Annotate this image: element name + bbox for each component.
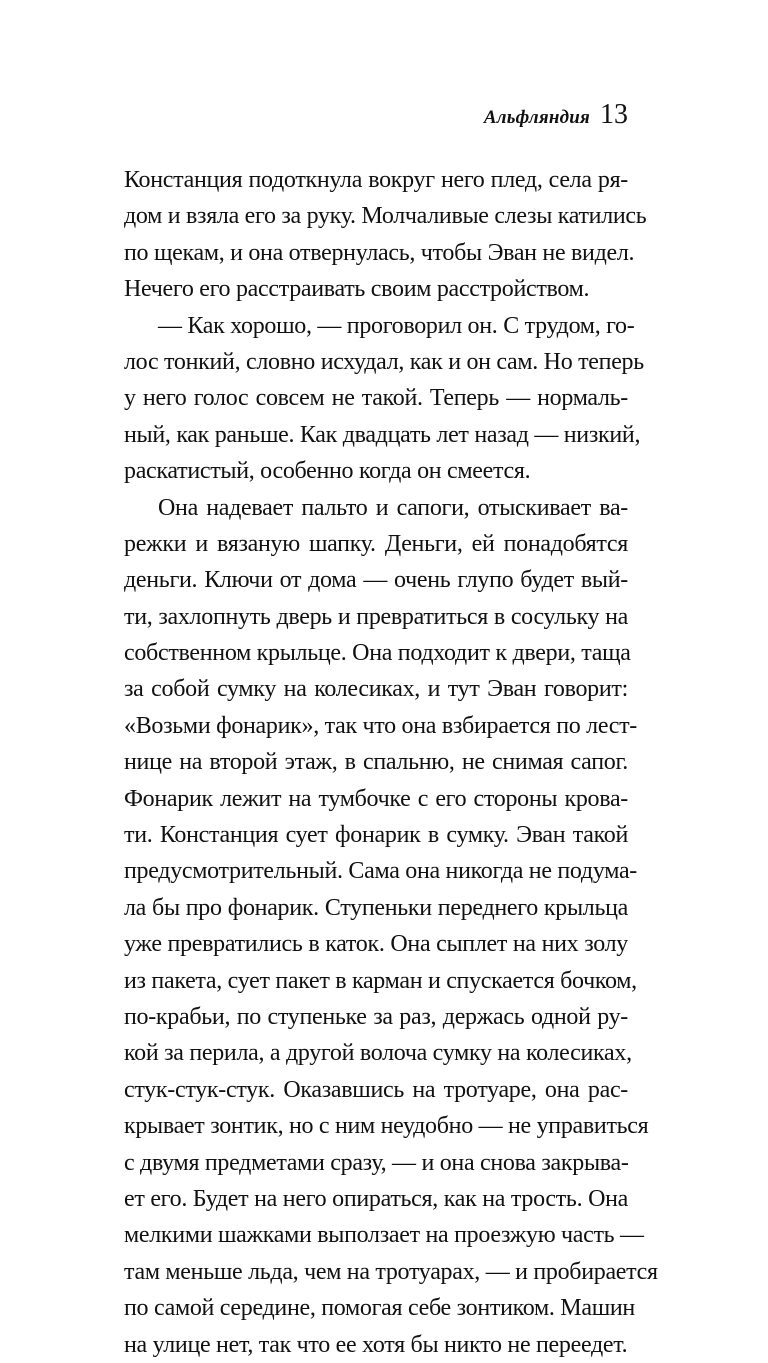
text-line: у него голос совсем не такой. Теперь — нормаль- bbox=[124, 385, 628, 412]
text-line: Она надевает пальто и сапоги, отыскивает ва- bbox=[158, 494, 628, 521]
text-line: кой за перила, а другой волоча сумку на колесиках, bbox=[124, 1040, 632, 1067]
text-line: дом и взяла его за руку. Молчаливые слезы катились bbox=[124, 203, 647, 230]
text-line: уже превратились в каток. Она сыплет на них золу bbox=[124, 931, 628, 958]
text-line: лос тонкий, словно исхудал, как и он сам. Но теперь bbox=[124, 348, 644, 375]
text-line: крывает зонтик, но с ним неудобно — не управиться bbox=[124, 1113, 649, 1140]
text-line: на улице нет, так что ее хотя бы никто не переедет. bbox=[124, 1331, 628, 1358]
text-line: ла бы про фонарик. Ступеньки переднего крыльца bbox=[124, 894, 628, 921]
running-title: Альфляндия bbox=[483, 107, 590, 128]
text-line: предусмотрительный. Сама она никогда не подума- bbox=[124, 858, 637, 885]
body-text bbox=[124, 162, 658, 1363]
text-line: деньги. Ключи от дома — очень глупо будет вый- bbox=[124, 567, 628, 594]
text-line: там меньше льда, чем на тротуарах, — и пробирается bbox=[124, 1258, 658, 1285]
text-line: собственном крыльце. Она подходит к двери, таща bbox=[124, 640, 631, 667]
text-line: ный, как раньше. Как двадцать лет назад — низкий, bbox=[124, 421, 641, 448]
text-line: с двумя предметами сразу, — и она снова закрыва- bbox=[124, 1149, 629, 1176]
text-line: по-крабьи, по ступеньке за раз, держась одной ру- bbox=[124, 1003, 628, 1030]
text-line: ти. Констанция сует фонарик в сумку. Эван такой bbox=[124, 822, 628, 849]
text-line: Нечего его расстраивать своим расстройством. bbox=[124, 276, 590, 303]
text-line: режки и вязаную шапку. Деньги, ей понадобятся bbox=[124, 530, 628, 557]
text-line: Констанция подоткнула вокруг него плед, села ря- bbox=[124, 167, 628, 193]
text-line: за собой сумку на колесиках, и тут Эван говорит: bbox=[124, 676, 628, 703]
text-line: раскатистый, особенно когда он смеется. bbox=[124, 458, 531, 485]
text-line: Фонарик лежит на тумбочке с его стороны крова- bbox=[124, 785, 628, 812]
text-line: ет его. Будет на него опираться, как на трость. Она bbox=[124, 1185, 628, 1212]
text-line: нице на второй этаж, в спальню, не снимая сапог. bbox=[124, 749, 628, 776]
text-line: стук-стук-стук. Оказавшись на тротуаре, она рас- bbox=[124, 1076, 628, 1103]
text-line: «Возьми фонарик», так что она взбирается по лест- bbox=[124, 712, 637, 739]
text-line: из пакета, сует пакет в карман и спускается бочком, bbox=[124, 967, 637, 994]
page-number: 13 bbox=[600, 99, 628, 130]
text-line: по щекам, и она отвернулась, чтобы Эван не видел. bbox=[124, 239, 635, 266]
text-line: мелкими шажками выползает на проезжую часть — bbox=[124, 1222, 644, 1249]
running-header bbox=[484, 99, 628, 135]
text-line: ти, захлопнуть дверь и превратиться в сосульку на bbox=[124, 603, 628, 630]
text-line: — Как хорошо, — проговорил он. С трудом, го- bbox=[158, 312, 635, 339]
text-line: по самой середине, помогая себе зонтиком. Машин bbox=[124, 1295, 635, 1322]
